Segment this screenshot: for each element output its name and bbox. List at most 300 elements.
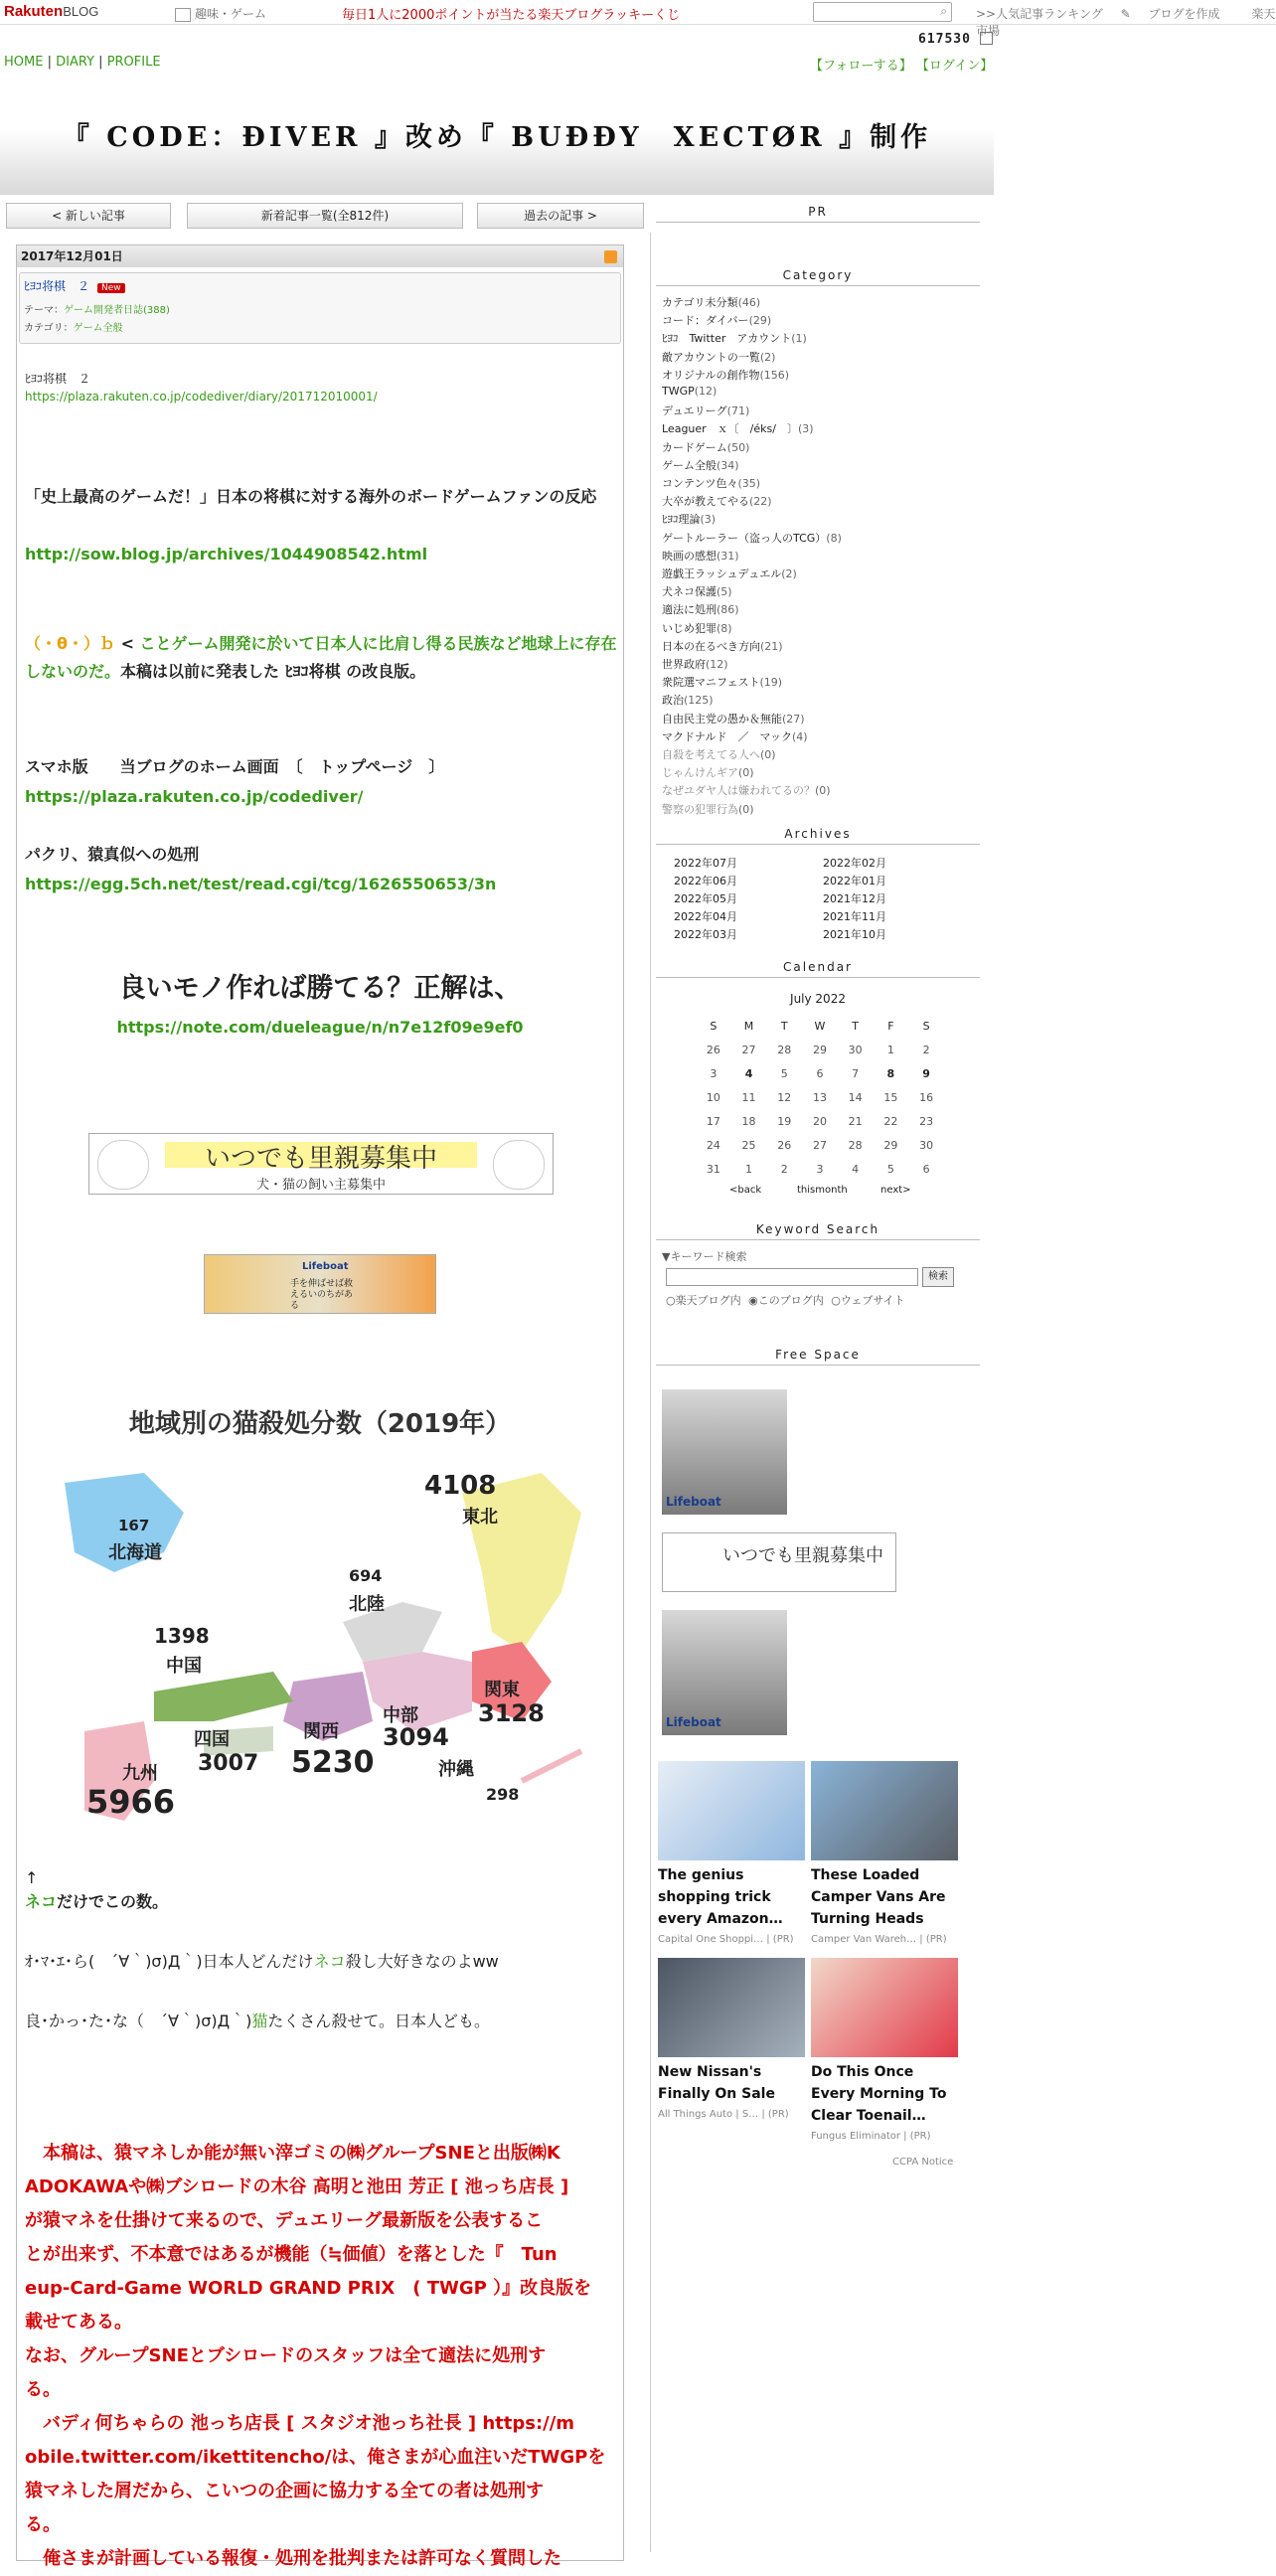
follow-link[interactable]: 【フォローする】 [810, 59, 912, 74]
category-item[interactable] [662, 493, 772, 509]
category-name: カテゴリ未分類 [662, 296, 738, 309]
category-name: Leaguer ｘ〔 /éks/ 〕 [662, 422, 798, 436]
create-blog-link[interactable] [1121, 7, 1234, 21]
keyword-input[interactable] [666, 1268, 918, 1286]
label-chubu: 中部 [383, 1705, 418, 1726]
category-item[interactable] [662, 385, 717, 398]
ad-title-line: shopping trick [658, 1889, 771, 1905]
archive-link[interactable]: 2022年01月 [823, 875, 886, 887]
search-scope [666, 1292, 905, 1308]
category-count: (50) [726, 440, 750, 454]
calendar-weekday: W [814, 1019, 826, 1033]
category-item[interactable] [662, 530, 842, 546]
entry-title-text: ﾋﾖｺ将棋 ２ [24, 279, 90, 293]
archives-heading: Archives [656, 827, 980, 845]
calendar-day: 2 [922, 1043, 930, 1056]
calendar-grid [696, 1014, 944, 1181]
calendar-day: 25 [741, 1138, 756, 1152]
neko-text: ネコ [25, 1892, 58, 1911]
foster-ad[interactable] [662, 1532, 896, 1592]
category-name: カードゲーム [662, 440, 727, 454]
nav-sep: | [98, 55, 103, 70]
category-item[interactable] [662, 728, 808, 744]
label-chugoku-value: 1398 [154, 1624, 210, 1648]
category-item[interactable] [662, 601, 739, 617]
p8-line: 載せてある。 [25, 2312, 132, 2333]
paragraph-8 [25, 2137, 621, 2576]
search-icon[interactable]: ⌕ [940, 4, 947, 18]
face-text: （・θ・）ｂ [25, 634, 115, 653]
archive-link[interactable]: 2022年05月 [674, 892, 737, 905]
archive-link[interactable]: 2022年04月 [674, 910, 737, 923]
radio-this-blog[interactable]: ◉このブログ内 [748, 1294, 824, 1307]
p8-line: バディ何ちゃらの 池っち店長 [ スタジオ池っち社長 ] https://m [25, 2413, 575, 2434]
lifeboat-logo: Lifeboat [302, 1261, 349, 1272]
calendar-day: 15 [883, 1090, 898, 1104]
calendar-day: 23 [919, 1114, 934, 1128]
calendar-day: 12 [777, 1090, 792, 1104]
ad-title-line: Turning Heads [811, 1911, 924, 1927]
calendar-week [696, 1061, 944, 1085]
calendar-day: 5 [886, 1162, 894, 1176]
calendar-month: July 2022 [790, 992, 846, 1006]
p8-line: 俺さまが計画している報復・処刑を批判または許可なく質問した [25, 2548, 561, 2569]
p8-line: る。 [25, 2514, 61, 2535]
ad-image-4[interactable] [811, 1958, 958, 2057]
calendar-day: 18 [741, 1114, 756, 1128]
label-kyushu: 九州 [122, 1763, 158, 1784]
category-count: (2) [781, 567, 797, 580]
calendar-day: 13 [812, 1090, 827, 1104]
lifeboat-text: 手を伸ばせば救えるいのちがある [290, 1279, 354, 1311]
category-count: (86) [717, 603, 739, 617]
lifeboat-ad-logo: Lifeboat [666, 1495, 721, 1509]
category-name: デュエリーグ [662, 404, 727, 418]
calendar-week [696, 1085, 944, 1109]
p7-a: 良･かっ･た･な（ ´∀｀)σ)Д｀) [25, 2012, 252, 2030]
calendar-day: 14 [848, 1090, 863, 1104]
rss-icon[interactable] [604, 250, 617, 263]
calendar-weekday: T [852, 1019, 860, 1033]
category-name: なぜユダヤ人は嫌われてるの？ [662, 784, 815, 798]
radio-rakuten-blog[interactable]: ○楽天ブログ内 [666, 1294, 741, 1307]
calendar-day: 5 [780, 1066, 788, 1080]
neko-text: ネコ [313, 1952, 346, 1971]
genre-link[interactable] [175, 5, 266, 22]
archive-link[interactable]: 2021年11月 [823, 910, 886, 923]
entry-lead: ﾋﾖｺ将棋 ２ [25, 372, 91, 386]
pencil-icon: ✎ [1120, 7, 1135, 21]
archive-link[interactable]: 2022年02月 [823, 857, 886, 870]
calendar-weekday: M [743, 1019, 754, 1033]
entry-title[interactable] [24, 277, 125, 294]
category-name: 映画の感想 [662, 549, 717, 563]
calendar-day: 3 [710, 1066, 718, 1080]
free-space-heading: Free Space [656, 1348, 980, 1366]
entry-lead-url [25, 390, 621, 403]
up-arrow: ↑ [25, 1868, 39, 1887]
label-hokuriku: 北陸 [349, 1594, 385, 1615]
ad-title-line: Do This Once [811, 2064, 914, 2080]
cat-map-image [25, 1403, 615, 1841]
calendar-day: 11 [741, 1090, 756, 1104]
label-shikoku: 四国 [194, 1729, 230, 1750]
category-name: コード：ダイバー [662, 314, 749, 328]
ranking-link[interactable]: >>人気記事ランキング [976, 7, 1103, 21]
category-name: ゲーム全般 [662, 458, 717, 472]
keyword-label: ▼キーワード検索 [662, 1250, 747, 1263]
label-kansai: 関西 [303, 1721, 339, 1742]
label-chugoku: 中国 [166, 1656, 202, 1677]
rakuten-ichiba-link[interactable]: 楽天市場 [976, 7, 1276, 38]
label-hokkaido-value: 167 [118, 1517, 150, 1534]
foster-banner-sub: 犬・猫の飼い主募集中 [255, 1178, 386, 1193]
category-name: いじめ犯罪 [662, 621, 717, 635]
category-item[interactable] [662, 475, 760, 491]
category-count: (8) [826, 531, 842, 545]
foster-ad-title: いつでも里親募集中 [722, 1545, 883, 1566]
calendar-day: 27 [812, 1138, 827, 1152]
label-chubu-value: 3094 [383, 1723, 449, 1751]
category-item[interactable] [662, 801, 754, 817]
category-count: (5) [717, 585, 732, 599]
category-name: 大卒が教えてやる [662, 495, 749, 509]
calendar-day: 4 [852, 1162, 860, 1176]
calendar-week [696, 1157, 944, 1181]
calendar-day: 1 [886, 1043, 894, 1056]
category-count: (12) [706, 658, 728, 671]
category-name: マクドナルド ／ マック [662, 729, 793, 743]
rest-text: 本稿は以前に発表した ﾋﾖｺ将棋 の改良版。 [120, 662, 426, 681]
ad-image-1[interactable] [658, 1761, 805, 1860]
calendar-day: 26 [777, 1138, 792, 1152]
calendar-next[interactable]: next> [880, 1185, 911, 1196]
category-count: (31) [717, 549, 739, 563]
keyword-heading: Keyword Search [656, 1222, 980, 1240]
lifeboat-banner[interactable] [204, 1254, 436, 1314]
ad-title-3[interactable] [658, 2061, 805, 2105]
calendar-day: 20 [812, 1114, 827, 1128]
article-list-button[interactable]: 新着記事一覧(全812件) [187, 203, 463, 229]
ad-title-1[interactable] [658, 1864, 805, 1930]
promo-link[interactable]: 毎日1人に2000ポイントが当たる楽天ブログラッキーくじ [342, 8, 681, 23]
calendar-day: 24 [706, 1138, 720, 1152]
paragraph-6 [25, 1948, 621, 1976]
category-name: ゲートルーラー（盗っ人のTCG） [662, 531, 827, 545]
category-count: (12) [694, 385, 718, 398]
category-count: (46) [737, 296, 761, 309]
calendar-day[interactable]: 9 [922, 1066, 930, 1080]
logo-sub: BLOG [63, 4, 99, 19]
category-item[interactable] [662, 565, 797, 581]
category-name: 衆院選マニフェスト [662, 676, 760, 690]
calendar-day: 30 [848, 1043, 863, 1056]
paragraph-3-url [25, 783, 621, 811]
entry-column [16, 244, 624, 2569]
p8-line: が猿マネを仕掛けて来るので、デュエリーグ最新版を公表するこ [25, 2210, 544, 2231]
p5-rest: だけでこの数。 [57, 1892, 169, 1911]
lifeboat-ad-2[interactable] [662, 1610, 787, 1735]
ad-source-2[interactable]: Camper Van Wareh… | (PR) [811, 1934, 947, 1945]
calendar-day: 28 [777, 1043, 792, 1056]
top-search-input[interactable] [813, 2, 952, 22]
newer-article-button[interactable]: < 新しい記事 [6, 203, 171, 229]
category-count: (34) [717, 458, 739, 472]
category-item[interactable] [662, 511, 716, 527]
category-item[interactable] [662, 349, 775, 365]
category-link[interactable]: ゲーム全般 [73, 323, 123, 334]
category-name: ﾋﾖｺ理論 [662, 513, 701, 527]
category-name: じゃんけんギア [662, 766, 738, 780]
radio-label: このブログ内 [757, 1294, 824, 1307]
category-item[interactable] [662, 294, 760, 310]
category-count: (4) [792, 729, 808, 743]
label-hokuriku-value: 694 [349, 1566, 383, 1585]
category-label: カテゴリ： [24, 323, 74, 334]
lt-text: < [115, 634, 140, 653]
ad-image-2[interactable] [811, 1761, 958, 1860]
counter-icon[interactable] [980, 32, 993, 45]
category-item[interactable] [662, 764, 754, 780]
calendar-weekday: T [780, 1019, 788, 1033]
calendar-day[interactable]: 8 [886, 1066, 895, 1080]
p8-line: なお、グループSNEとブシロードのスタッフは全て適法に処刑す [25, 2345, 547, 2366]
category-item[interactable] [662, 583, 732, 599]
login-link[interactable]: 【ログイン】 [915, 59, 994, 74]
paragraph-7 [25, 2008, 621, 2035]
ad-title-line: Camper Vans Are [811, 1889, 946, 1905]
region-chugoku [154, 1672, 293, 1721]
neko-text: 猫 [251, 2012, 268, 2030]
calendar-day: 6 [922, 1162, 930, 1176]
calendar-day[interactable]: 4 [744, 1066, 753, 1080]
p6-a: ｵ･ﾏ･ｴ･ら( ´∀｀)σ)Д｀)日本人どんだけ [25, 1952, 314, 1971]
calendar-week [696, 1038, 944, 1061]
ad-source-4[interactable]: Fungus Eliminator | (PR) [811, 2131, 931, 2142]
entry-date: 2017年12月01日 [21, 249, 123, 263]
category-count: (0) [760, 748, 776, 761]
entry-header [19, 272, 621, 344]
paragraph-5 [25, 1888, 621, 1916]
category-item[interactable] [662, 457, 739, 473]
archive-link[interactable]: 2022年06月 [674, 875, 737, 887]
new-badge: New [97, 283, 125, 293]
paragraph-3: スマホ版 当ブログのホーム画面 〔 トップページ 〕 [25, 757, 445, 776]
archive-link[interactable]: 2022年07月 [674, 857, 737, 870]
create-blog-label: ブログを作成 [1148, 7, 1220, 21]
calendar-day: 31 [706, 1162, 720, 1176]
radio-label: 楽天ブログ内 [675, 1294, 741, 1307]
region-okinawa [522, 1751, 581, 1781]
category-count: (0) [815, 784, 831, 798]
category-item[interactable] [662, 674, 782, 690]
category-item[interactable] [662, 420, 814, 436]
5ch-link[interactable]: https://egg.5ch.net/test/read.cgi/tcg/1626550653/3n [25, 875, 497, 893]
calendar-day: 27 [741, 1043, 756, 1056]
theme-link[interactable]: ゲーム開発者日誌(388) [64, 305, 170, 316]
category-count: (35) [737, 477, 761, 490]
ad-title-4[interactable] [811, 2061, 958, 2127]
p8-line: eup-Card-Game WORLD GRAND PRIX ( TWGP ）』改良版を [25, 2278, 592, 2299]
category-count: (3) [797, 422, 814, 436]
p8-line: obile.twitter.com/ikettitencho/は、俺さまが心血注いだTWGPを [25, 2447, 606, 2468]
paragraph-1: 「史上最高のゲームだ！」日本の将棋に対する海外のボードゲームファンの反応 [25, 487, 597, 506]
category-item[interactable] [662, 656, 728, 672]
top-bar [0, 0, 1276, 38]
category-name: ﾋﾖｺ Twitter アカウント [662, 332, 792, 346]
category-name: 自由民主党の愚か＆無能 [662, 712, 782, 725]
category-item[interactable] [662, 548, 739, 564]
category-item[interactable] [662, 746, 776, 762]
calendar-day: 16 [919, 1090, 934, 1104]
lifeboat-ad-1[interactable] [662, 1389, 787, 1515]
category-name: 警察の犯罪行為 [662, 802, 738, 816]
archive-link[interactable]: 2022年03月 [674, 928, 737, 941]
note-link[interactable]: https://note.com/dueleague/n/n7e12f09e9ef0 [116, 1018, 524, 1037]
category-count: (125) [684, 694, 714, 708]
ad-title-line: New Nissan's [658, 2064, 762, 2080]
ad-title-line: These Loaded [811, 1867, 920, 1883]
category-name: コンテンツ色々 [662, 477, 738, 490]
p8-line: 本稿は、猿マネしか能が無い滓ゴミの㈱グループSNEと出版㈱K [25, 2143, 560, 2164]
archive-link[interactable]: 2021年12月 [823, 892, 886, 905]
sidebar-divider [650, 233, 651, 2552]
calendar-day: 28 [848, 1138, 863, 1152]
calendar-day: 26 [706, 1043, 720, 1056]
category-name: 適法に処刑 [662, 603, 717, 617]
lead-link[interactable]: https://plaza.rakuten.co.jp/codediver/diary/201712010001/ [25, 390, 378, 403]
ccpa-notice[interactable]: CCPA Notice [892, 2157, 954, 2168]
archive-link[interactable]: 2021年10月 [823, 928, 886, 941]
genre-icon [175, 8, 191, 22]
ad-source-3[interactable]: All Things Auto | S… | (PR) [658, 2109, 789, 2120]
category-name: 自殺を考えてる人へ [662, 748, 760, 761]
category-name: TWGP [662, 385, 695, 398]
calendar-day: 22 [883, 1114, 898, 1128]
category-name: 犬ネコ保護 [662, 585, 717, 599]
calendar-week [696, 1109, 944, 1133]
paragraph-1-url [25, 541, 621, 568]
category-count: (8) [717, 621, 732, 635]
p6-b: 殺し大好きなのよww [345, 1952, 499, 1971]
calendar-heading: Calendar [656, 960, 980, 978]
paragraph-4: パクリ、猿真似への処刑 [25, 845, 200, 864]
category-item[interactable] [662, 330, 807, 346]
p8-line: とが出来ず、不本意ではあるが機能（≒価値）を落とした『 Tun [25, 2244, 558, 2265]
calendar-day: 29 [812, 1043, 827, 1056]
calendar-day: 21 [848, 1114, 863, 1128]
nav-sep: | [47, 55, 52, 70]
label-hokkaido: 北海道 [108, 1542, 162, 1563]
calendar-week [696, 1133, 944, 1157]
category-count: (19) [759, 676, 783, 690]
category-item[interactable] [662, 312, 771, 328]
category-count: (1) [791, 332, 807, 346]
category-name: 遊戯王ラッシュデュエル [662, 567, 782, 580]
big-heading: 良いモノ作れば勝てる？正解は、 [118, 973, 522, 1004]
calendar-day: 19 [777, 1114, 792, 1128]
p7-b: たくさん殺せて。日本人ども。 [267, 2012, 491, 2030]
ad-title-2[interactable] [811, 1864, 958, 1930]
category-item[interactable] [662, 692, 714, 708]
category-item[interactable] [662, 439, 749, 455]
category-count: (156) [759, 368, 790, 382]
calendar-weekday: F [887, 1019, 894, 1033]
home-link[interactable]: https://plaza.rakuten.co.jp/codediver/ [25, 787, 364, 806]
category-item[interactable] [662, 620, 732, 636]
calendar-day: 29 [883, 1138, 898, 1152]
p8-line: ADOKAWAや㈱ブシロードの木谷 高明と池田 芳正 [ 池っち店長 ] [25, 2176, 569, 2197]
note-url [17, 1018, 623, 1037]
nav-diary[interactable]: DIARY [56, 55, 95, 70]
map-title: 地域別の猫殺処分数（2019年） [128, 1409, 512, 1439]
entry-category [24, 319, 123, 334]
label-okinawa-value: 298 [486, 1785, 520, 1804]
category-name: 敵アカウントの一覧 [662, 350, 760, 364]
sow-link[interactable]: http://sow.blog.jp/archives/1044908542.html [25, 545, 428, 564]
foster-banner-title: いつでも里親募集中 [204, 1144, 437, 1174]
category-item[interactable] [662, 367, 789, 383]
foster-banner[interactable] [88, 1133, 554, 1195]
category-count: (71) [726, 404, 750, 418]
paragraph-4-url [25, 871, 621, 898]
calendar-back[interactable]: <back [729, 1185, 762, 1196]
category-name: 世界政府 [662, 658, 706, 671]
calendar-weekday: S [922, 1019, 930, 1033]
nav-profile[interactable]: PROFILE [106, 55, 161, 70]
calendar-thismonth[interactable]: thismonth [797, 1185, 848, 1196]
calendar-day: 10 [706, 1090, 720, 1104]
p8-line: る。 [25, 2379, 61, 2400]
lifeboat-ad-logo: Lifeboat [666, 1715, 721, 1729]
site-title[interactable]: 『 CODE：ÐIVER 』改め『 BUÐÐY XECTØR 』制作 [62, 122, 932, 153]
category-name: 政治 [662, 694, 684, 708]
header-auth [810, 55, 993, 74]
entry-theme [24, 301, 170, 316]
older-article-button[interactable]: 過去の記事 > [477, 203, 644, 229]
calendar-day: 7 [852, 1066, 860, 1080]
category-count: (3) [700, 513, 717, 527]
rakuten-blog-logo[interactable] [4, 3, 98, 20]
category-item[interactable] [662, 638, 783, 654]
calendar-day: 1 [745, 1162, 753, 1176]
calendar-weekday: S [710, 1019, 718, 1033]
access-counter: 617530 [918, 32, 971, 47]
calendar-day: 2 [780, 1162, 788, 1176]
ad-title-line: Every Morning To [811, 2086, 947, 2102]
search-button[interactable]: 検索 [922, 1267, 954, 1287]
title-band [0, 76, 994, 195]
radio-web[interactable]: ○ウェブサイト [831, 1294, 905, 1307]
category-count: (0) [738, 802, 754, 816]
entry-date-bar [17, 244, 623, 267]
header-nav [4, 55, 161, 70]
category-item[interactable] [662, 711, 805, 726]
label-okinawa: 沖縄 [438, 1759, 474, 1780]
ad-image-3[interactable] [658, 1958, 805, 2057]
label-shikoku-value: 3007 [198, 1751, 259, 1776]
ad-title-line: every Amazon… [658, 1911, 783, 1927]
label-tohoku-value: 4108 [424, 1471, 497, 1501]
genre-label: 趣味・ゲーム [195, 7, 267, 21]
category-item[interactable] [662, 782, 831, 798]
category-item[interactable] [662, 402, 749, 418]
p8-line: 猿マネした屑だから、こいつの企画に協力する全ての者は処刑す [25, 2481, 544, 2501]
nav-home[interactable]: HOME [4, 55, 44, 70]
ad-source-1[interactable]: Capital One Shoppi… | (PR) [658, 1934, 794, 1945]
article-nav [6, 203, 644, 229]
category-count: (29) [748, 314, 772, 328]
